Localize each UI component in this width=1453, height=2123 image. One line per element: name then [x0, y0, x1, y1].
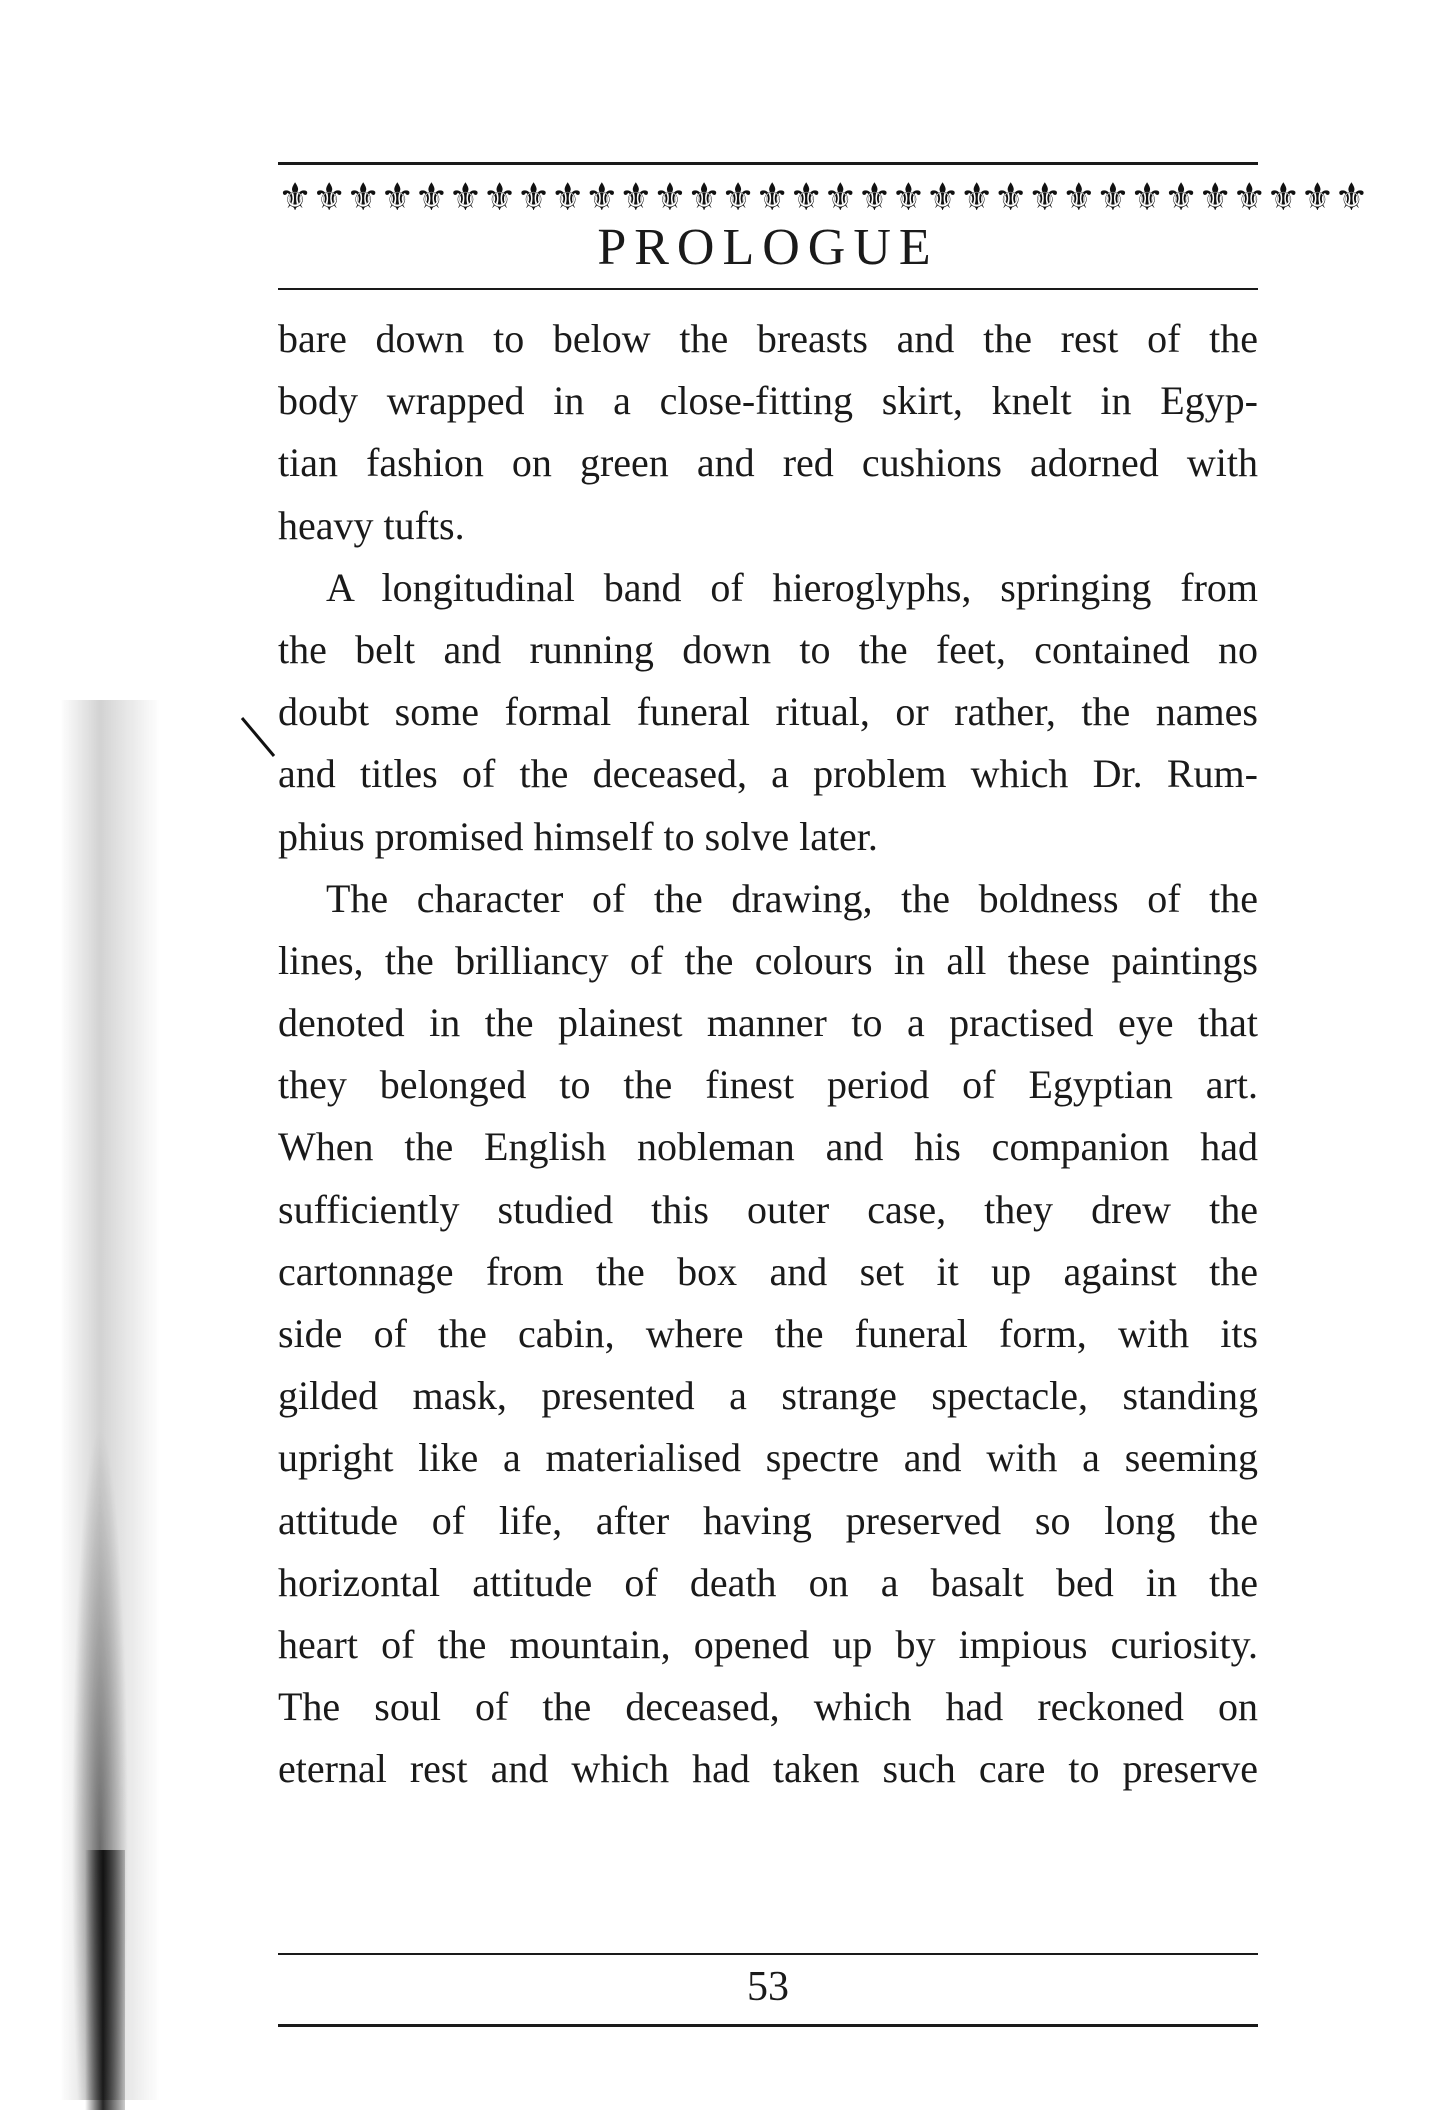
fleuron-icon: ⚜ [1334, 175, 1369, 219]
fleuron-icon: ⚜ [1198, 175, 1233, 219]
text-line: denoted in the plainest manner to a practised eye that [278, 1000, 1258, 1046]
fleuron-icon: ⚜ [823, 175, 858, 219]
fleuron-icon: ⚜ [755, 175, 790, 219]
fleuron-icon: ⚜ [278, 175, 313, 219]
fleuron-icon: ⚜ [346, 175, 381, 219]
fleuron-icon: ⚜ [380, 175, 415, 219]
text-line: tian fashion on green and red cushions adorned with [278, 440, 1258, 486]
text-line: body wrapped in a close-fitting skirt, knelt in Egyp- [278, 378, 1258, 424]
fleuron-icon: ⚜ [1129, 175, 1165, 219]
text-line: lines, the brilliancy of the colours in all these paintings [278, 937, 1258, 983]
fleuron-icon: ⚜ [789, 175, 824, 219]
fleuron-icon: ⚜ [1300, 175, 1335, 219]
text-line: horizontal attitude of death on a basalt bed in the [278, 1559, 1258, 1605]
text-line: bare down to below the breasts and the rest of the [278, 316, 1258, 361]
text-line: When the English nobleman and his companion had [278, 1124, 1258, 1170]
header-bottom-rule [278, 288, 1258, 290]
insertion-mark-icon [238, 712, 278, 762]
fleuron-icon: ⚜ [516, 175, 551, 219]
fleuron-icon: ⚜ [584, 175, 619, 219]
text-line: attitude of life, after having preserved so long the [278, 1497, 1258, 1543]
fleuron-icon: ⚜ [414, 175, 449, 219]
fleuron-icon: ⚜ [891, 175, 926, 219]
body-text [278, 308, 1258, 1801]
fleuron-icon: ⚜ [652, 175, 687, 219]
text-line: cartonnage from the box and set it up against the [278, 1248, 1258, 1294]
fleuron-icon: ⚜ [993, 175, 1028, 219]
fleuron-icon: ⚜ [1266, 175, 1301, 219]
fleuron-icon: ⚜ [925, 175, 960, 219]
fleuron-icon: ⚜ [550, 175, 585, 219]
text-line: The character of the drawing, the boldness of the [326, 875, 1258, 921]
text-line: The soul of the deceased, which had reckoned on [278, 1684, 1258, 1730]
fleuron-icon: ⚜ [721, 175, 756, 219]
text-line: A longitudinal band of hieroglyphs, springing from [326, 564, 1258, 610]
fleuron-icon: ⚜ [686, 175, 722, 219]
fleuron-icon: ⚜ [1232, 175, 1267, 219]
fleuron-icon: ⚜ [1095, 175, 1130, 219]
fleuron-icon: ⚜ [482, 175, 517, 219]
text-line: and titles of the deceased, a problem which Dr. Rum- [278, 751, 1258, 797]
fleuron-icon: ⚜ [1061, 175, 1096, 219]
text-line: gilded mask, presented a strange spectacle, standing [278, 1373, 1258, 1419]
text-line: side of the cabin, where the funeral form, with its [278, 1311, 1258, 1356]
fleuron-icon: ⚜ [1027, 175, 1062, 219]
fleuron-icon: ⚜ [959, 175, 994, 219]
fleuron-icon: ⚜ [618, 175, 653, 219]
running-title: PROLOGUE [597, 219, 939, 276]
text-line: they belonged to the finest period of Egyptian art. [278, 1062, 1258, 1108]
text-line: eternal rest and which had taken such care to preserve [278, 1746, 1258, 1792]
footer-bottom-rule [278, 2024, 1258, 2027]
text-line: heavy tufts. [278, 502, 465, 548]
header-top-rule [278, 162, 1258, 165]
text-line: doubt some formal funeral ritual, or rather, the names [278, 689, 1258, 735]
fleuron-ornament-band [278, 172, 1369, 222]
fleuron-icon: ⚜ [1164, 175, 1199, 219]
fleuron-icon: ⚜ [857, 175, 892, 219]
fleuron-icon: ⚜ [448, 175, 483, 219]
text-line: phius promised himself to solve later. [278, 813, 878, 859]
text-line: the belt and running down to the feet, contained no [278, 626, 1258, 672]
fleuron-icon: ⚜ [312, 175, 347, 219]
text-line: sufficiently studied this outer case, they drew the [278, 1186, 1258, 1232]
page-number: 53 [747, 1964, 789, 2010]
text-line: heart of the mountain, opened up by impious curiosity. [278, 1621, 1258, 1667]
footer-top-rule [278, 1953, 1258, 1955]
text-line: upright like a materialised spectre and with a seeming [278, 1435, 1258, 1481]
binding-shadow-dark [85, 1850, 125, 2110]
